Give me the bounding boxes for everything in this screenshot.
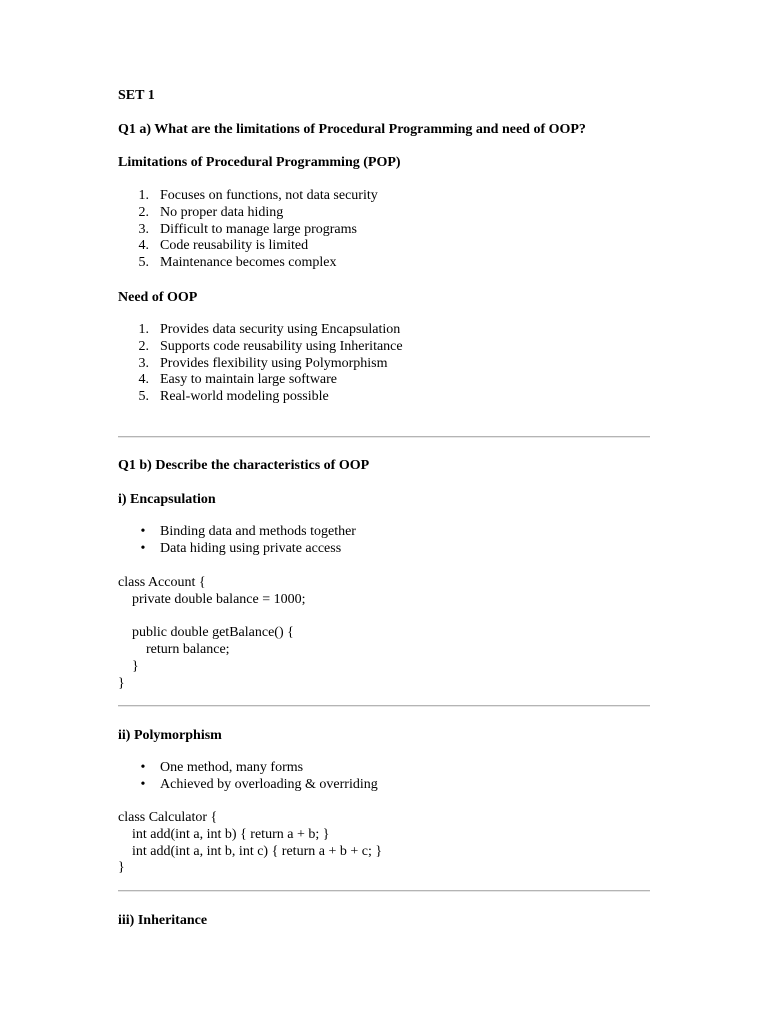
list-text: Code reusability is limited [160,238,309,254]
q1b-question: Q1 b) Describe the characteristics of OOP [118,458,370,473]
list-text: Achieved by overloading & overriding [160,776,378,792]
bullet-icon: • [140,776,146,792]
code-line: return balance; [118,642,230,658]
list-text: No proper data hiding [160,204,284,220]
list-text: Binding data and methods together [160,524,356,539]
bullet-icon: • [140,540,146,556]
limitations-heading: Limitations of Procedural Programming (POP) [118,155,401,170]
list-number: 4. [138,372,149,388]
code-line [118,609,306,626]
list-text: Provides flexibility using Polymorphism [160,355,388,371]
list-number: 2. [138,204,149,220]
code-line: class Calculator { [118,810,218,825]
list-number: 1. [138,188,149,203]
list-text: Real-world modeling possible [160,389,329,405]
code-line: public double getBalance() { [118,625,294,641]
list-text: Focuses on functions, not data security [160,188,378,203]
list-text: Difficult to manage large programs [160,221,357,237]
list-number: 3. [138,221,149,237]
list-text: Data hiding using private access [160,540,342,556]
code-line: private double balance = 1000; [118,591,306,607]
code-line: } [118,658,139,674]
list-number: 5. [138,255,149,271]
code-line: class Account { [118,575,206,590]
list-text: One method, many forms [160,760,304,775]
list-text: Provides data security using Encapsulation [160,322,401,337]
list-text: Maintenance becomes complex [160,255,337,271]
set-title: SET 1 [118,88,155,103]
q1a-question: Q1 a) What are the limitations of Procedural Programming and need of OOP? [118,122,586,137]
list-text: Supports code reusability using Inheritance [160,338,403,354]
list-number: 4. [138,238,149,254]
code-line: int add(int a, int b) { return a + b; } [118,826,330,842]
list-number: 3. [138,355,149,371]
code-line: int add(int a, int b, int c) { return a + b + c; } [118,843,383,859]
horizontal-divider [118,890,650,892]
polymorphism-heading: ii) Polymorphism [118,728,222,743]
encapsulation-heading: i) Encapsulation [118,492,216,507]
list-number: 5. [138,389,149,405]
code-block-calculator [118,810,382,877]
list-number: 2. [138,338,149,354]
code-line: } [118,675,125,691]
bullet-icon: • [140,760,146,775]
horizontal-divider [118,705,650,707]
list-text: Easy to maintain large software [160,372,338,388]
code-line: } [118,860,125,876]
need-heading: Need of OOP [118,290,198,305]
bullet-icon: • [140,524,146,539]
inheritance-heading: iii) Inheritance [118,913,208,928]
list-number: 1. [138,322,149,337]
horizontal-divider [118,436,650,438]
code-block-account [118,575,306,693]
